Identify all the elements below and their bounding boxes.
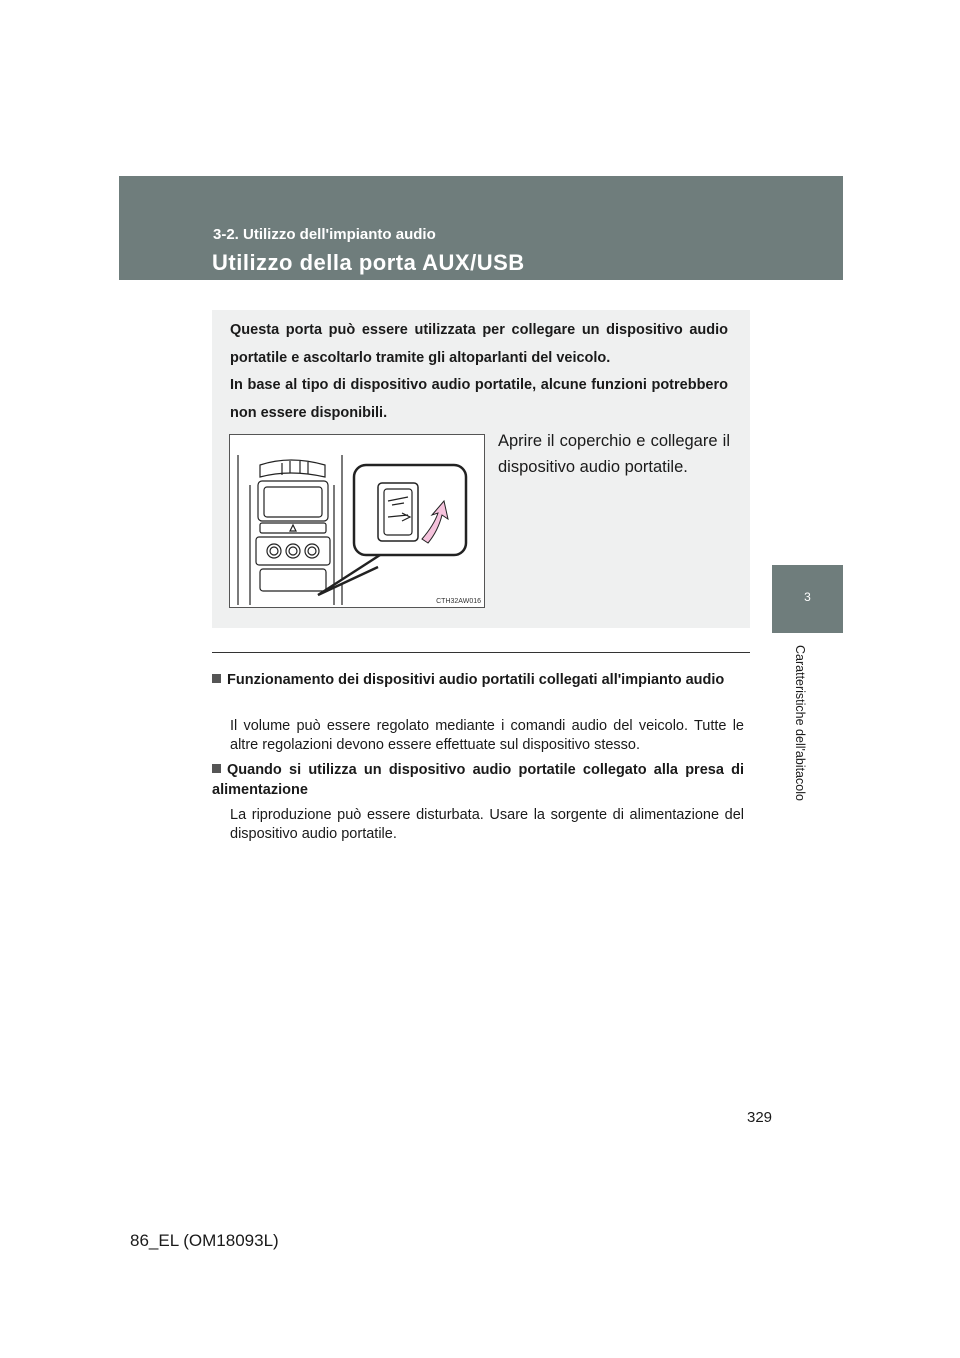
section-title-2: Quando si utilizza un dispositivo audio portatile collegato alla presa di alimentazione <box>212 762 744 798</box>
console-drawing <box>230 435 484 607</box>
intro-paragraph-2: In base al tipo di dispositivo audio portatile, alcune funzioni potrebbero non essere disponibili. <box>230 377 728 421</box>
bullet-square-icon <box>212 764 221 773</box>
intro-paragraph-1: Questa porta può essere utilizzata per collegare un dispositivo audio portatile e ascoltarlo tramite gli altoparlanti del veicolo. <box>230 322 728 366</box>
chapter-tab-number: 3 <box>772 565 843 633</box>
figure-code: CTH32AW016 <box>436 598 481 605</box>
chapter-side-label: Caratteristiche dell'abitacolo <box>793 645 807 801</box>
section-text-2: La riproduzione può essere disturbata. Usare la sorgente di alimentazione del dispositivo audio portatile. <box>230 807 744 842</box>
bullet-square-icon <box>212 674 221 683</box>
page-number: 329 <box>747 1109 773 1126</box>
step-instruction: Aprire il coperchio e collegare il dispositivo audio portatile. <box>498 432 730 476</box>
section-title-1: Funzionamento dei dispositivi audio portatili collegati all'impianto audio <box>212 670 744 690</box>
section-text-1: Il volume può essere regolato mediante i comandi audio del veicolo. Tutte le altre regolazioni devono essere effettuate sul dispositivo stesso. <box>230 718 744 753</box>
chapter-header <box>119 176 843 280</box>
page-title: Utilizzo della porta AUX/USB <box>212 250 525 275</box>
intro-box <box>212 310 750 628</box>
section-heading: 3-2. Utilizzo dell'impianto audio <box>213 226 436 243</box>
section-divider <box>212 652 750 653</box>
aux-usb-port-illustration <box>229 434 485 608</box>
document-code: 86_EL (OM18093L) <box>130 1231 279 1250</box>
